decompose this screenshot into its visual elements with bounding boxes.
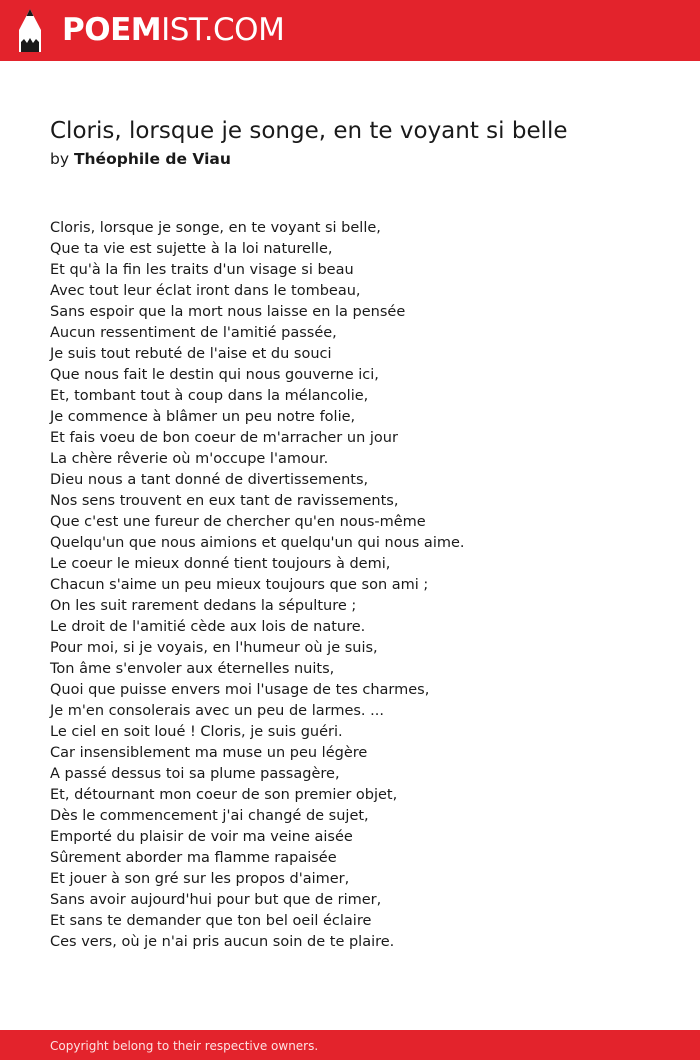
poem-line: Que c'est une fureur de chercher qu'en nous-même xyxy=(50,514,426,530)
poem-line: Emporté du plaisir de voir ma veine aisée xyxy=(50,829,353,845)
poem-line: Et, tombant tout à coup dans la mélancolie, xyxy=(50,388,369,404)
poem-line: Cloris, lorsque je songe, en te voyant si belle, xyxy=(50,220,381,236)
poem-line: Je m'en consolerais avec un peu de larmes. ... xyxy=(50,703,384,719)
logo-light-text: IST.COM xyxy=(161,12,285,48)
poem-body xyxy=(50,218,465,953)
by-label: by xyxy=(50,150,70,168)
author-name: Théophile de Viau xyxy=(73,150,231,168)
header-bar xyxy=(0,0,700,61)
logo-bold-text: POEM xyxy=(62,12,162,48)
poem-line: La chère rêverie où m'occupe l'amour. xyxy=(50,451,329,467)
poem-line: Chacun s'aime un peu mieux toujours que son ami ; xyxy=(50,577,429,593)
poem-line: Que ta vie est sujette à la loi naturelle, xyxy=(50,241,333,257)
poem-line: Nos sens trouvent en eux tant de ravissements, xyxy=(50,493,399,509)
poem-line: A passé dessus toi sa plume passagère, xyxy=(50,766,340,782)
pencil-icon[interactable] xyxy=(18,9,42,52)
poem-line: Dieu nous a tant donné de divertissements, xyxy=(50,472,369,488)
poem-line: Et qu'à la fin les traits d'un visage si beau xyxy=(50,262,354,278)
poem-line: Aucun ressentiment de l'amitié passée, xyxy=(50,325,337,341)
poem-line: Et jouer à son gré sur les propos d'aimer, xyxy=(50,871,350,887)
poem-line: Ces vers, où je n'ai pris aucun soin de te plaire. xyxy=(50,934,395,950)
poem-line: Ton âme s'envoler aux éternelles nuits, xyxy=(50,661,335,677)
poem-line: Sans espoir que la mort nous laisse en la pensée xyxy=(50,304,406,320)
poem-line: Sûrement aborder ma flamme rapaisée xyxy=(50,850,337,866)
poem-line: Car insensiblement ma muse un peu légère xyxy=(50,745,368,761)
poem-title: Cloris, lorsque je songe, en te voyant si belle xyxy=(50,118,568,144)
byline xyxy=(50,149,231,169)
site-logo[interactable] xyxy=(62,11,284,49)
poem-line: Et, détournant mon coeur de son premier objet, xyxy=(50,787,398,803)
poem-line: Quelqu'un que nous aimions et quelqu'un qui nous aime. xyxy=(50,535,465,551)
poem-line: Avec tout leur éclat iront dans le tombeau, xyxy=(50,283,361,299)
poem-line: Et sans te demander que ton bel oeil éclaire xyxy=(50,913,372,929)
poem-line: Le coeur le mieux donné tient toujours à demi, xyxy=(50,556,391,572)
poem-line: Dès le commencement j'ai changé de sujet, xyxy=(50,808,369,824)
poem-line: On les suit rarement dedans la sépulture ; xyxy=(50,598,357,614)
poem-line: Pour moi, si je voyais, en l'humeur où je suis, xyxy=(50,640,378,656)
poem-line: Que nous fait le destin qui nous gouverne ici, xyxy=(50,367,379,383)
footer-bar xyxy=(0,1030,700,1060)
poem-line: Et fais voeu de bon coeur de m'arracher un jour xyxy=(50,430,398,446)
poem-line: Sans avoir aujourd'hui pour but que de rimer, xyxy=(50,892,382,908)
poem-line: Je suis tout rebuté de l'aise et du souci xyxy=(50,346,332,362)
copyright-text: Copyright belong to their respective owners. xyxy=(50,1039,319,1053)
poem-line: Quoi que puisse envers moi l'usage de tes charmes, xyxy=(50,682,430,698)
poem-line: Le ciel en soit loué ! Cloris, je suis guéri. xyxy=(50,724,343,740)
poem-line: Le droit de l'amitié cède aux lois de nature. xyxy=(50,619,366,635)
poem-line: Je commence à blâmer un peu notre folie, xyxy=(50,409,356,425)
